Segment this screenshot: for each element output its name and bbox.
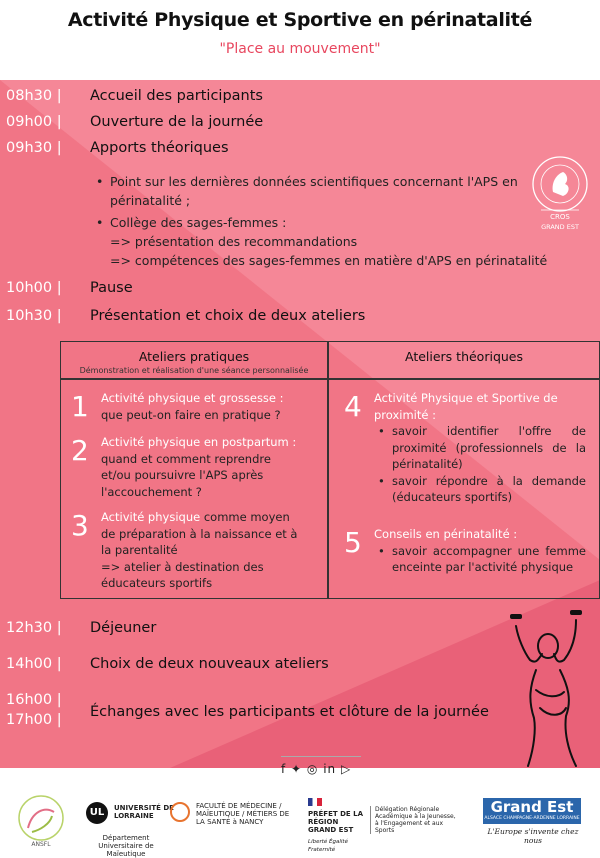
slot-label: Apports théoriques	[90, 140, 229, 156]
workshop-number: 1	[71, 390, 89, 423]
ul-name: UNIVERSITÉ DE LORRAINE	[114, 804, 174, 820]
slot-label: Accueil des participants	[90, 88, 263, 104]
workshop-title: Activité physique en postpartum :	[101, 435, 297, 449]
workshop-line: l'accouchement ?	[101, 484, 202, 499]
slot-time: 12h30 |	[6, 620, 62, 636]
workshop-line: la parentalité	[101, 543, 178, 557]
workshop-line: de préparation à la naissance et à	[101, 526, 298, 541]
slot-time: 10h30 |	[6, 308, 62, 324]
social-links	[281, 762, 351, 776]
header	[0, 0, 600, 80]
ul-department: Département Universitaire de Maïeutique	[98, 834, 154, 858]
drajes-logo	[370, 806, 457, 834]
faculte-icon	[170, 802, 190, 822]
workshop-title: Conseils en périnatalité :	[374, 527, 518, 541]
bullet-line: périnatalité ;	[110, 193, 191, 208]
slot-time: 09h00 |	[6, 114, 62, 130]
grand-est-name: Grand Est	[490, 798, 574, 816]
workshop-subitem: • savoir accompagner une femme enceinte par l'activité physique	[374, 543, 586, 576]
theory-bullet	[96, 213, 548, 270]
cros-logo-region: GRAND EST	[541, 223, 579, 231]
slot-time: 16h00 |	[6, 692, 62, 708]
faculte-name: FACULTÉ DE MÉDECINE / MAÏEUTIQUE / MÉTIERS DE LA SANTÉ à NANCY	[196, 802, 290, 826]
prefet-motto: Liberté Égalité Fraternité	[308, 839, 348, 853]
table-divider	[61, 378, 599, 380]
slot-time: 10h00 |	[6, 280, 62, 296]
workshop-line: quand et comment reprendre	[101, 451, 271, 466]
table-divider	[327, 342, 329, 598]
workshop-subitem: • savoir identifier l'offre de proximité (professionnels de la périnatalité)	[374, 423, 586, 473]
grand-est-tagline: L'Europe s'invente chez nous	[487, 827, 579, 845]
social-icons[interactable]: f ✦ ◎ in ▷	[281, 762, 352, 776]
divider	[281, 756, 361, 757]
ul-monogram-icon: UL	[86, 802, 108, 824]
workshop-line: éducateurs sportifs	[101, 576, 213, 590]
grand-est-sub: ALSACE CHAMPAGNE-ARDENNE LORRAINE	[484, 816, 580, 821]
slot-label: Échanges avec les participants et clôture de la journée	[90, 704, 489, 720]
slot-time: 17h00 |	[6, 712, 62, 728]
workshop-subitem: • savoir répondre à la demande (éducateurs sportifs)	[374, 473, 586, 506]
prefet-name: PRÉFET DE LA RÉGION GRAND EST	[308, 810, 363, 834]
slot-label: Présentation et choix de deux ateliers	[90, 308, 366, 324]
practical-title: Ateliers pratiques	[138, 349, 250, 364]
workshop-title: proximité :	[374, 407, 436, 422]
workshops-table	[60, 341, 600, 599]
workshop-line: que peut-on faire en pratique ?	[101, 407, 281, 422]
footer-logos	[0, 780, 600, 858]
grand-est-logo	[483, 798, 581, 824]
woman-silhouette-illustration	[506, 608, 588, 768]
page-title: Activité Physique et Sportive en périnatalité	[67, 9, 533, 31]
practical-subtitle: Démonstration et réalisation d'une séance personnalisée	[79, 366, 309, 375]
ansfl-logo	[10, 792, 72, 848]
workshop-number: 4	[344, 390, 362, 423]
workshop-title: Activité Physique et Sportive de	[374, 391, 558, 405]
drajes-name: Délégation Régionale Académique à la Jeunesse, à l'Engagement et aux Sports	[375, 806, 456, 834]
bullet-line: => présentation des recommandations	[110, 234, 358, 249]
workshop-number: 3	[71, 509, 89, 542]
theoretical-title: Ateliers théoriques	[404, 349, 524, 364]
cros-logo-name: CROS	[550, 213, 570, 221]
slot-label: Pause	[90, 280, 133, 296]
french-flag-icon	[308, 798, 322, 806]
slot-time: 14h00 |	[6, 656, 62, 672]
practical-header	[61, 349, 327, 375]
workshop-line: => atelier à destination des	[101, 559, 264, 574]
theoretical-header	[329, 349, 599, 364]
slot-time: 08h30 |	[6, 88, 62, 104]
workshop-line: et/ou poursuivre l'APS après	[101, 468, 264, 482]
slot-label: Choix de deux nouveaux ateliers	[90, 656, 329, 672]
slot-time: 09h30 |	[6, 140, 62, 156]
workshop-number: 5	[344, 526, 362, 559]
theory-bullet	[96, 172, 518, 210]
ansfl-logo-name: ANSFL	[31, 841, 51, 848]
bullet-line: Point sur les dernières données scientifiques concernant l'APS en	[110, 174, 518, 189]
bullet-line: => compétences des sages-femmes en matière d'APS en périnatalité	[110, 253, 548, 268]
slot-label: Ouverture de la journée	[90, 114, 264, 130]
page-subtitle: "Place au mouvement"	[219, 41, 381, 57]
workshop-title: Activité physique	[101, 510, 201, 524]
bullet-dot: •	[96, 215, 104, 230]
workshop-title: Activité physique et grossesse :	[101, 391, 284, 405]
workshop-line: comme moyen	[200, 510, 290, 524]
bullet-dot: •	[96, 174, 104, 189]
slot-label: Déjeuner	[90, 620, 157, 636]
workshop-number: 2	[71, 434, 89, 467]
bullet-line: Collège des sages-femmes :	[110, 215, 287, 230]
